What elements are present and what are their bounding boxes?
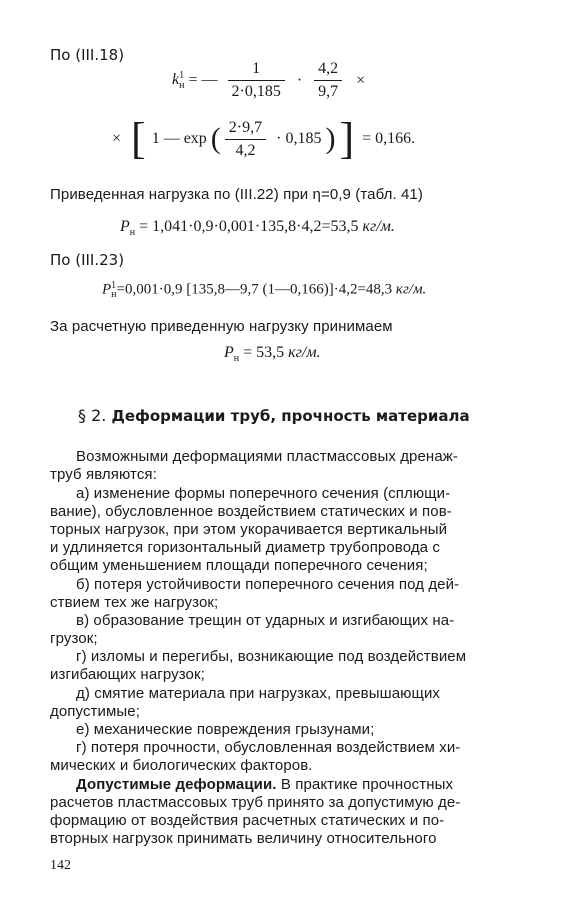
body-line: мических и биологических факторов. (50, 757, 313, 774)
body-line: грузок; (50, 630, 98, 647)
equation-p-reduced: $P_н = 1,041\cdot 0,9\cdot 0,001\cdot 135,8\cdot 4,2=53,5$ кг/м. (120, 218, 395, 239)
body-line: общим уменьшением площади поперечного сечения; (50, 557, 428, 574)
body-line: вание), обусловленное воздействием статических и пов- (50, 503, 452, 520)
eq2-exp: 1 — exp (151, 130, 207, 147)
eq2-left-paren: ( (210, 122, 221, 155)
eq2-fraction: $\frac{2\cdot 9,7}{4,2}$ (225, 119, 266, 160)
allowable-line-4: вторных нагрузок принимать величину относительного (50, 830, 437, 847)
body-line: Возможными деформациями пластмассовых дренаж- (76, 448, 458, 465)
body-line: изгибающих нагрузок; (50, 666, 205, 683)
eq2-after-fraction: · 0,185 (276, 130, 322, 147)
equation-p-accepted: $P_н = 53,5$ кг/м. (224, 344, 321, 365)
body-line: ствием тех же нагрузок; (50, 594, 219, 611)
equation-p-first: P 1 н =0,001·0,9 [135,8—9,7 (1—0,166)]·4,2=48,3 кг/м. (102, 280, 427, 300)
eq1-dot: · (296, 71, 303, 89)
body-line: в) образование трещин от ударных и изгибающих на- (76, 612, 455, 629)
eq1-equals-minus: = — (188, 71, 218, 89)
reduced-load-text: Приведенная нагрузка по (III.22) при η=0,9 (табл. 41) (50, 186, 423, 203)
eq2-right-paren: ) (325, 122, 336, 155)
accept-load-text: За расчетную приведенную нагрузку принимаем (50, 318, 393, 335)
body-line: труб являются: (50, 466, 157, 483)
body-line: торных нагрузок, при этом укорачивается вертикальный (50, 521, 448, 538)
allowable-line-3: формацию от воздействия расчетных статических и по- (50, 812, 445, 829)
page-number: 142 (50, 858, 71, 873)
allowable-lead: Допустимые деформации. (76, 776, 277, 793)
equation-k-second-line (112, 114, 416, 163)
eq2-result: = 0,166. (362, 130, 416, 147)
allowable-line-2: расчетов пластмассовых труб принято за допустимую де- (50, 794, 461, 811)
body-line: и удлиняется горизонтальный диаметр трубопровода с (50, 539, 440, 556)
ref-iii-18: По (III.18) (50, 46, 125, 64)
ref-iii-23: По (III.23) (50, 251, 125, 269)
section-number: § 2. (78, 406, 107, 425)
eq1-lhs: k 1 н (172, 69, 185, 91)
eq2-times: × (112, 130, 122, 147)
body-line: а) изменение формы поперечного сечения (сплющи- (76, 485, 451, 502)
body-line: е) механические повреждения грызунами; (76, 721, 375, 738)
body-line: г) изломы и перегибы, возникающие под воздействием (76, 648, 467, 665)
body-line: допустимые; (50, 703, 141, 720)
eq2-left-bracket: [ (131, 114, 146, 163)
equation-k-first-line (172, 60, 365, 101)
body-line: г) потеря прочности, обусловленная воздействием хи- (76, 739, 461, 756)
section-title: Деформации труб, прочность материала (111, 407, 470, 425)
eq2-right-bracket: ] (339, 114, 355, 163)
allowable-line-1: Допустимые деформации. В практике прочностных (76, 776, 454, 793)
eq1-fraction-2: $\frac{4,2}{9,7}$ (314, 60, 342, 101)
body-line: б) потеря устойчивости поперечного сечения под дей- (76, 576, 460, 593)
eq1-fraction-1: $\frac{1}{2\cdot 0,185}$ (228, 60, 285, 101)
body-line: д) смятие материала при нагрузках, превышающих (76, 685, 441, 702)
eq1-times: × (356, 71, 366, 89)
section-heading (78, 406, 470, 425)
